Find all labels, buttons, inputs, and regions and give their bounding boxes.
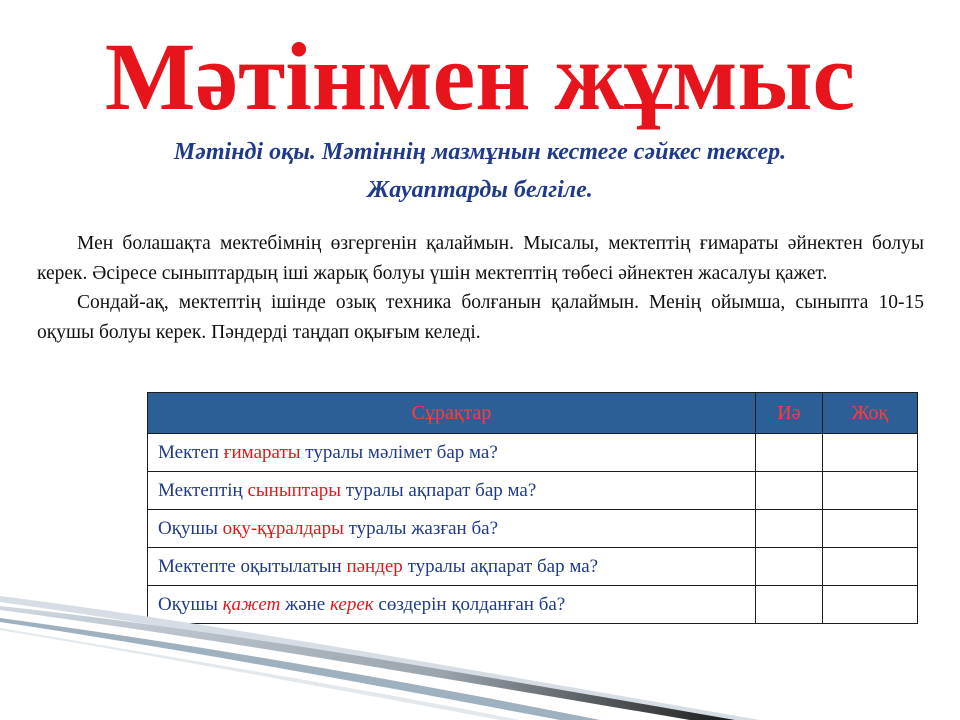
question-keyword: оқу-құралдары xyxy=(222,517,344,539)
table-row xyxy=(148,434,918,472)
decorative-ribbon xyxy=(0,560,960,720)
question-cell: Мектепте оқытылатын пәндер туралы ақпарат бар ма? xyxy=(148,548,756,586)
question-keyword: пәндер xyxy=(346,555,403,577)
header-questions: Сұрақтар xyxy=(148,393,756,434)
question-keyword: керек xyxy=(330,593,374,615)
slide-title: Мәтінмен жұмыс xyxy=(104,23,856,130)
instruction-line-2: Жауаптарды белгіле. xyxy=(367,177,593,203)
question-cell: Мектеп ғимараты туралы мәлімет бар ма? xyxy=(148,434,756,472)
table-header-row xyxy=(148,393,918,434)
question-cell: Оқушы қажет және керек сөздерін қолданған ба? xyxy=(148,586,756,624)
reading-passage xyxy=(37,229,924,347)
answer-yes-cell[interactable] xyxy=(756,510,823,548)
instruction-line-1: Мәтінді оқы. Мәтіннің мазмұнын кестеге сәйкес тексер. xyxy=(173,139,787,165)
question-keyword: қажет xyxy=(222,593,281,615)
answer-no-cell[interactable] xyxy=(822,434,917,472)
header-yes: Иә xyxy=(756,393,823,434)
header-no: Жоқ xyxy=(822,393,917,434)
instruction xyxy=(40,133,920,209)
answer-yes-cell[interactable] xyxy=(756,434,823,472)
passage-paragraph-1: Мен болашақта мектебімнің өзгергенін қалаймын. Мысалы, мектептің ғимараты әйнектен болуы керек. Әсіресе сыныптардың іші жарық болуы үшін мектептің төбесі әйнектен жасалуы қажет. xyxy=(37,233,924,284)
question-cell: Оқушы оқу-құралдары туралы жазған ба? xyxy=(148,510,756,548)
passage-paragraph-2: Сондай-ақ, мектептің ішінде озық техника болғанын қалаймын. Менің ойымша, сыныпта 10-15 оқушы болуы керек. Пәндерді таңдап оқығым келеді. xyxy=(37,292,924,343)
table-row xyxy=(148,472,918,510)
answer-no-cell[interactable] xyxy=(822,510,917,548)
table-row xyxy=(148,510,918,548)
question-cell: Мектептің сыныптары туралы ақпарат бар ма? xyxy=(148,472,756,510)
answer-no-cell[interactable] xyxy=(822,472,917,510)
answer-yes-cell[interactable] xyxy=(756,472,823,510)
question-keyword: ғимараты xyxy=(223,441,301,463)
question-keyword: сыныптары xyxy=(247,479,342,501)
